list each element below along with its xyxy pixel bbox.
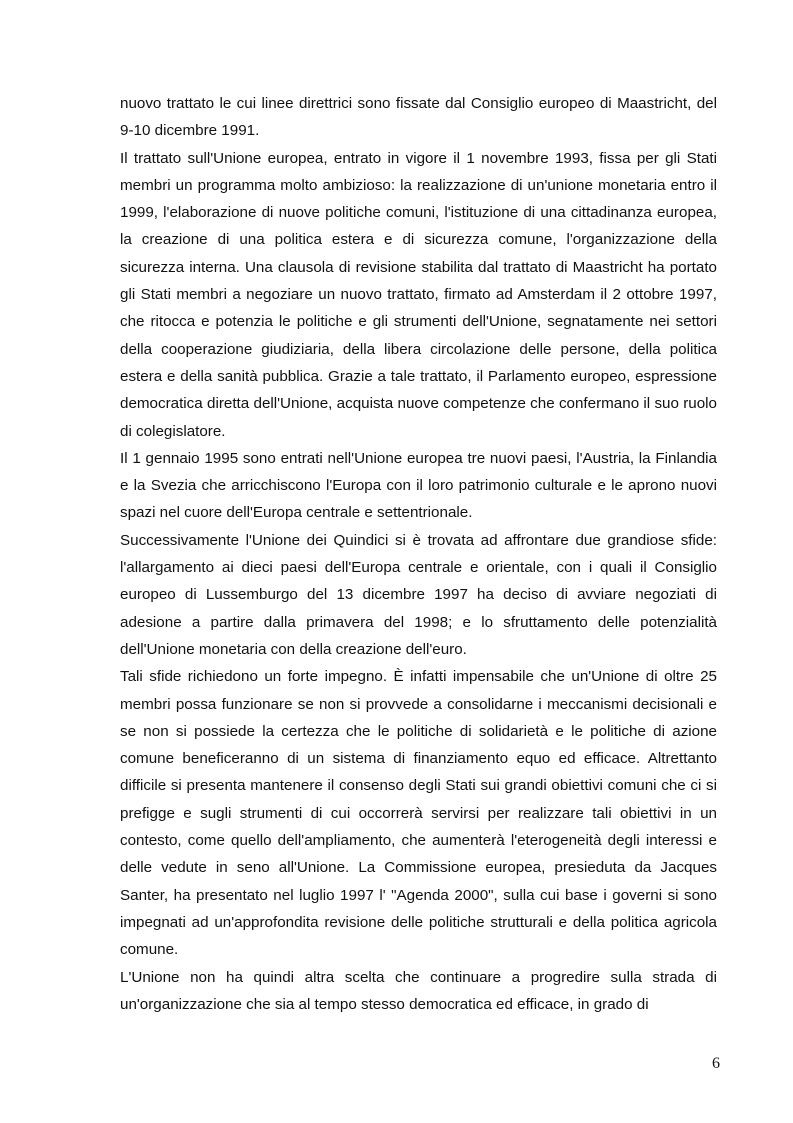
paragraph-two-challenges: Successivamente l'Unione dei Quindici si è trovata ad affrontare due grandiose sfide: l'allargamento ai dieci paesi dell'Europa centrale e orientale, con i quali il Consiglio europeo di Lussemburgo del 13 dicembre 1997 ha deciso di avviare negoziati di adesione a partire dalla primavera del 1998; e lo sfruttamento delle potenzialità dell'Unione monetaria con della creazione dell'euro.	[120, 531, 717, 658]
body-text	[120, 90, 717, 1018]
paragraph-continuation: nuovo trattato le cui linee direttrici sono fissate dal Consiglio europeo di Maastricht, del 9-10 dicembre 1991.	[120, 95, 717, 140]
paragraph-maastricht-treaty: Il trattato sull'Unione europea, entrato in vigore il 1 novembre 1993, fissa per gli Stati membri un programma molto ambizioso: la realizzazione di un'unione monetaria entro il 1999, l'elaborazione di nuove politiche comuni, l'istituzione di una cittadinanza europea, la creazione di una politica estera e di sicurezza comune, l'organizzazione della sicurezza interna. Una clausola di revisione stabilita dal trattato di Maastricht ha portato gli Stati membri a negoziare un nuovo trattato, firmato ad Amsterdam il 2 ottobre 1997, che ritocca e potenzia le politiche e gli strumenti dell'Unione, segnatamente nei settori della cooperazione giudiziaria, della libera circolazione delle persone, della politica estera e della sanità pubblica. Grazie a tale trattato, il Parlamento europeo, espressione democratica diretta dell'Unione, acquista nuove competenze che confermano il suo ruolo di colegislatore.	[120, 149, 717, 440]
paragraph-enlargement-1995: Il 1 gennaio 1995 sono entrati nell'Unione europea tre nuovi paesi, l'Austria, la Finlandia e la Svezia che arricchiscono l'Europa con il loro patrimonio culturale e le aprono nuovi spazi nel cuore dell'Europa centrale e settentrionale.	[120, 449, 717, 522]
paragraph-no-other-choice: L'Unione non ha quindi altra scelta che continuare a progredire sulla strada di un'organizzazione che sia al tempo stesso democratica ed efficace, in grado di	[120, 968, 717, 1013]
page-number: 6	[712, 1055, 720, 1072]
paragraph-commitment: Tali sfide richiedono un forte impegno. È infatti impensabile che un'Unione di oltre 25 membri possa funzionare se non si provvede a consolidarne i meccanismi decisionali e se non si possiede la certezza che le politiche di solidarietà e le politiche di azione comune beneficeranno di un sistema di finanziamento equo ed efficace. Altrettanto difficile si presenta mantenere il consenso degli Stati sui grandi obiettivi comuni che ci si prefigge e sugli strumenti di cui occorrerà servirsi per realizzare tali obiettivi in un contesto, come quello dell'ampliamento, che aumenterà l'eterogeneità degli interessi e delle vedute in seno all'Unione. La Commissione europea, presieduta da Jacques Santer, ha presentato nel luglio 1997 l' "Agenda 2000", sulla cui base i governi si sono impegnati ad un'approfondita revisione delle politiche strutturali e della politica agricola comune.	[120, 668, 717, 959]
